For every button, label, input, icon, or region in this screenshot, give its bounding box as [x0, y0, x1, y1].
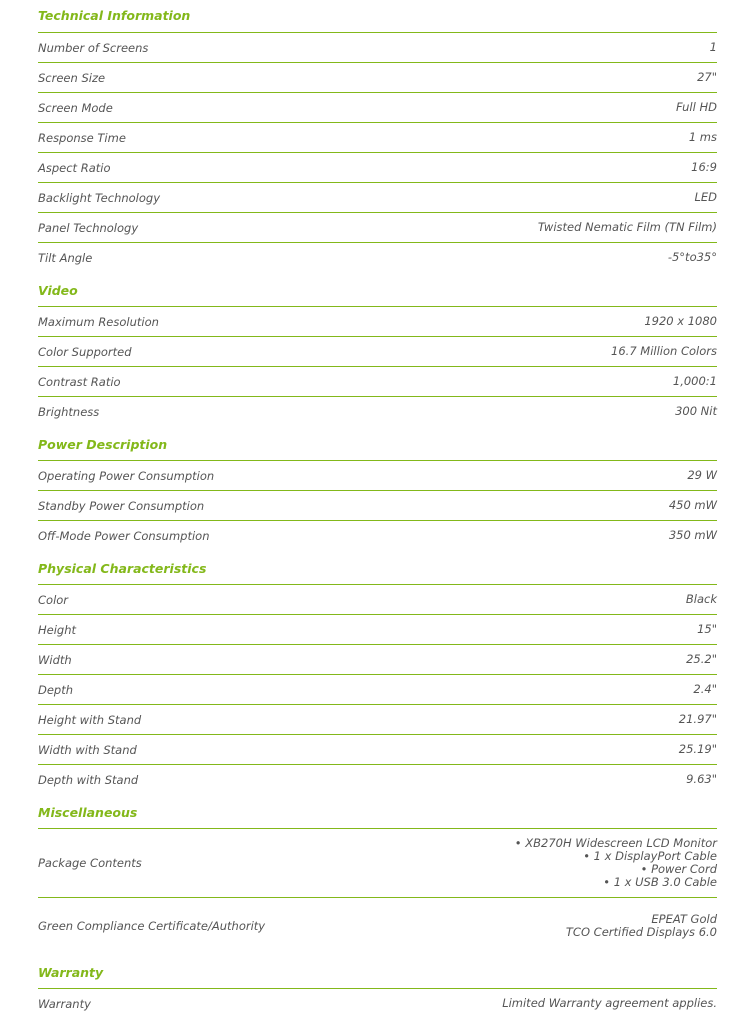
spec-row-standby-power [38, 491, 717, 521]
spec-label: Off-Mode Power Consumption [38, 528, 210, 543]
spec-value: 1920 x 1080 [644, 314, 717, 328]
spec-value: Twisted Nematic Film (TN Film) [537, 220, 717, 234]
section-miscellaneous [38, 794, 717, 954]
spec-value: 1 [709, 40, 717, 54]
spec-row-green-compliance [38, 898, 717, 954]
spec-row-screen-size [38, 63, 717, 93]
spec-value: 450 mW [668, 498, 717, 512]
spec-row-response-time [38, 123, 717, 153]
spec-label: Number of Screens [38, 40, 149, 55]
spec-row-depth [38, 675, 717, 705]
value-line: TCO Certified Displays 6.0 [565, 925, 717, 939]
spec-row-maximum-resolution [38, 307, 717, 337]
spec-label: Response Time [38, 130, 126, 145]
section-technical-information [38, 0, 717, 272]
spec-label: Backlight Technology [38, 190, 161, 205]
list-item: • Power Cord [515, 863, 717, 876]
spec-value: Limited Warranty agreement applies. [502, 996, 717, 1010]
spec-label: Warranty [38, 996, 91, 1011]
spec-row-number-of-screens [38, 33, 717, 63]
spec-row-color-supported [38, 337, 717, 367]
spec-row-operating-power [38, 461, 717, 491]
spec-row-backlight-technology [38, 183, 717, 213]
spec-row-package-contents [38, 829, 717, 898]
spec-value: -5°to35° [667, 250, 717, 264]
spec-value: Black [685, 592, 717, 606]
spec-label: Maximum Resolution [38, 314, 159, 329]
spec-value: 21.97" [678, 712, 717, 726]
spec-label: Depth with Stand [38, 772, 139, 787]
spec-value: 2.4" [693, 682, 717, 696]
spec-value: LED [694, 190, 717, 204]
section-power-description [38, 426, 717, 550]
spec-value: 350 mW [668, 528, 717, 542]
section-physical-characteristics [38, 550, 717, 794]
spec-value: 16.7 Million Colors [611, 344, 717, 358]
spec-value: 300 Nit [675, 404, 717, 418]
section-title: Physical Characteristics [38, 550, 717, 585]
spec-value: 29 W [687, 468, 717, 482]
section-title: Warranty [38, 954, 717, 989]
list-item: • XB270H Widescreen LCD Monitor [515, 837, 717, 850]
spec-row-tilt-angle [38, 243, 717, 272]
spec-label: Brightness [38, 404, 100, 419]
section-title: Power Description [38, 426, 717, 461]
section-warranty [38, 954, 717, 1018]
spec-row-warranty [38, 989, 717, 1018]
spec-value: 27" [697, 70, 717, 84]
spec-sheet [38, 0, 717, 1018]
spec-row-brightness [38, 397, 717, 426]
section-video [38, 272, 717, 426]
spec-row-color [38, 585, 717, 615]
section-title: Technical Information [38, 0, 717, 33]
list-item: • 1 x DisplayPort Cable [515, 850, 717, 863]
spec-value-list [515, 837, 717, 889]
spec-row-aspect-ratio [38, 153, 717, 183]
spec-label: Contrast Ratio [38, 374, 121, 389]
spec-label: Depth [38, 682, 74, 697]
spec-label: Color Supported [38, 344, 132, 359]
spec-label: Tilt Angle [38, 250, 93, 265]
section-title: Video [38, 272, 717, 307]
spec-label: Panel Technology [38, 220, 139, 235]
spec-label: Operating Power Consumption [38, 468, 215, 483]
list-item: • 1 x USB 3.0 Cable [515, 876, 717, 889]
spec-row-width [38, 645, 717, 675]
spec-label: Package Contents [38, 856, 142, 870]
spec-value: 9.63" [686, 772, 717, 786]
spec-value: 25.2" [686, 652, 717, 666]
spec-value: 16:9 [691, 160, 717, 174]
spec-label: Green Compliance Certificate/Authority [38, 919, 266, 933]
spec-value: 1 ms [688, 130, 717, 144]
spec-row-off-mode-power [38, 521, 717, 550]
spec-value-lines [566, 913, 717, 939]
spec-value: 15" [697, 622, 717, 636]
spec-label: Height [38, 622, 77, 637]
spec-value: Full HD [676, 100, 717, 114]
spec-value: 25.19" [678, 742, 717, 756]
spec-row-depth-with-stand [38, 765, 717, 794]
spec-label: Standby Power Consumption [38, 498, 205, 513]
spec-row-width-with-stand [38, 735, 717, 765]
spec-row-height-with-stand [38, 705, 717, 735]
spec-row-screen-mode [38, 93, 717, 123]
spec-label: Aspect Ratio [38, 160, 111, 175]
spec-label: Width with Stand [38, 742, 137, 757]
section-title: Miscellaneous [38, 794, 717, 829]
spec-row-panel-technology [38, 213, 717, 243]
spec-label: Width [38, 652, 72, 667]
spec-label: Screen Mode [38, 100, 113, 115]
spec-row-contrast-ratio [38, 367, 717, 397]
spec-row-height [38, 615, 717, 645]
spec-label: Height with Stand [38, 712, 142, 727]
spec-value: 1,000:1 [672, 374, 717, 388]
spec-label: Screen Size [38, 70, 106, 85]
value-line: EPEAT Gold [651, 912, 717, 926]
spec-label: Color [38, 592, 69, 607]
